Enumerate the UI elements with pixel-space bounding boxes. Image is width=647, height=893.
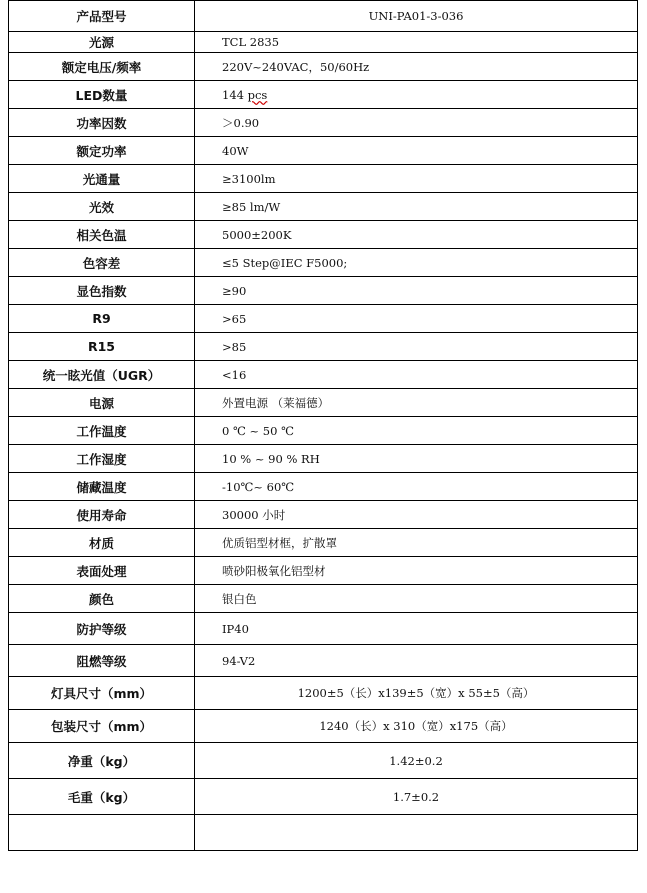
spec-value: -10℃~ 60℃	[195, 473, 638, 501]
spec-value: 1200±5（长）x139±5（宽）x 55±5（高）	[195, 677, 638, 710]
spec-label: 光源	[9, 32, 195, 53]
spec-label: 表面处理	[9, 557, 195, 585]
spec-label: 功率因数	[9, 109, 195, 137]
spec-value: ≥3100lm	[195, 165, 638, 193]
spec-value: 220V~240VAC，50/60Hz	[195, 53, 638, 81]
spec-value: 40W	[195, 137, 638, 165]
spec-row	[9, 221, 638, 249]
spec-value: 优质铝型材框，扩散罩	[195, 529, 638, 557]
spec-value: TCL 2835	[195, 32, 638, 53]
spec-label	[9, 815, 195, 851]
spec-row	[9, 645, 638, 677]
spec-label: 工作温度	[9, 417, 195, 445]
spec-value: IP40	[195, 613, 638, 645]
spec-label: 工作湿度	[9, 445, 195, 473]
spec-row	[9, 249, 638, 277]
spec-label: 阻燃等级	[9, 645, 195, 677]
spec-value: 144 pcs	[195, 81, 638, 109]
spec-label: R9	[9, 305, 195, 333]
spec-row	[9, 1, 638, 32]
spec-label: 材质	[9, 529, 195, 557]
spec-label: 产品型号	[9, 1, 195, 32]
spec-label: 颜色	[9, 585, 195, 613]
spec-value: 1.7±0.2	[195, 779, 638, 815]
spec-label: 额定电压/频率	[9, 53, 195, 81]
spec-label: 额定功率	[9, 137, 195, 165]
spec-row	[9, 32, 638, 53]
spec-value: 喷砂阳极氧化铝型材	[195, 557, 638, 585]
spec-value: 银白色	[195, 585, 638, 613]
spec-row	[9, 165, 638, 193]
spec-value: <16	[195, 361, 638, 389]
spec-row	[9, 585, 638, 613]
spec-label: 光通量	[9, 165, 195, 193]
spec-table-body	[9, 1, 638, 851]
spec-value: 外置电源 （莱福德）	[195, 389, 638, 417]
spec-row	[9, 277, 638, 305]
spec-row	[9, 613, 638, 645]
spec-value: 1.42±0.2	[195, 743, 638, 779]
spec-row	[9, 677, 638, 710]
spec-value: 94-V2	[195, 645, 638, 677]
spec-value: 0 ℃ ~ 50 ℃	[195, 417, 638, 445]
spec-label: 光效	[9, 193, 195, 221]
spec-label: 色容差	[9, 249, 195, 277]
spec-label: LED数量	[9, 81, 195, 109]
spec-label: 电源	[9, 389, 195, 417]
spec-row	[9, 557, 638, 585]
spec-row	[9, 501, 638, 529]
spec-label: 毛重（kg）	[9, 779, 195, 815]
spec-label: 使用寿命	[9, 501, 195, 529]
spec-label: 防护等级	[9, 613, 195, 645]
spec-row	[9, 473, 638, 501]
spec-value: 30000 小时	[195, 501, 638, 529]
spec-label: 包装尺寸（mm）	[9, 710, 195, 743]
spec-row	[9, 305, 638, 333]
spec-table	[8, 0, 638, 851]
spec-label: 灯具尺寸（mm）	[9, 677, 195, 710]
spec-row	[9, 193, 638, 221]
spec-row	[9, 333, 638, 361]
spec-value	[195, 815, 638, 851]
spec-row	[9, 109, 638, 137]
spec-row	[9, 529, 638, 557]
spec-row	[9, 389, 638, 417]
spec-value: ≤5 Step@IEC F5000;	[195, 249, 638, 277]
spec-value: 10 % ~ 90 % RH	[195, 445, 638, 473]
spec-value: ≥90	[195, 277, 638, 305]
spec-row	[9, 710, 638, 743]
spec-row	[9, 81, 638, 109]
spec-row	[9, 137, 638, 165]
spec-value: 1240（长）x 310（宽）x175（高）	[195, 710, 638, 743]
spec-label: 统一眩光值（UGR）	[9, 361, 195, 389]
spec-row	[9, 743, 638, 779]
spec-row	[9, 815, 638, 851]
spec-row	[9, 361, 638, 389]
spec-row	[9, 53, 638, 81]
spec-label: 相关色温	[9, 221, 195, 249]
spec-label: R15	[9, 333, 195, 361]
spec-label: 储藏温度	[9, 473, 195, 501]
spec-value: 5000±200K	[195, 221, 638, 249]
spec-value: ≥85 lm/W	[195, 193, 638, 221]
spec-label: 净重（kg）	[9, 743, 195, 779]
spec-row	[9, 445, 638, 473]
spec-row	[9, 779, 638, 815]
spec-value: ＞0.90	[195, 109, 638, 137]
spec-value: >65	[195, 305, 638, 333]
spec-row	[9, 417, 638, 445]
spec-value: UNI-PA01-3-036	[195, 1, 638, 32]
spellcheck-underline: pcs	[247, 87, 268, 102]
spec-value: >85	[195, 333, 638, 361]
spec-label: 显色指数	[9, 277, 195, 305]
